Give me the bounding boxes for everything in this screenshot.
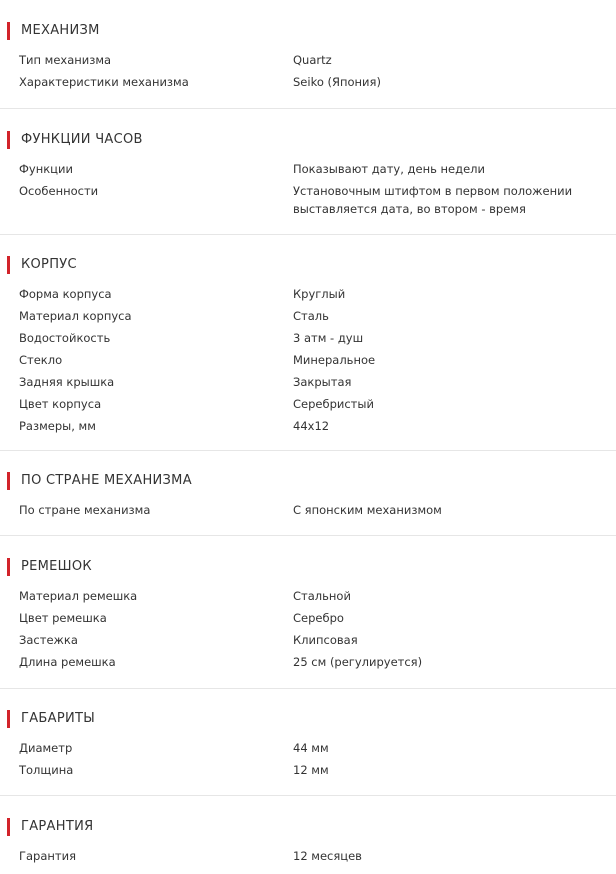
spec-value: Минеральное: [293, 353, 376, 367]
spec-row: [0, 609, 616, 631]
spec-row: [0, 182, 616, 222]
spec-row: [0, 847, 616, 869]
spec-value: Круглый: [293, 287, 346, 301]
spec-row: [0, 329, 616, 351]
spec-label: Гарантия: [19, 849, 77, 863]
spec-row: [0, 73, 616, 95]
spec-row: [0, 653, 616, 675]
section-title-text: РЕМЕШОК: [21, 559, 92, 574]
section-title: [21, 131, 616, 149]
spec-value: 12 месяцев: [293, 849, 362, 863]
spec-row: [0, 739, 616, 761]
section-title: [21, 256, 616, 274]
spec-value: Стальной: [293, 589, 351, 603]
section-title-text: ПО СТРАНЕ МЕХАНИЗМА: [21, 473, 192, 488]
spec-label: Тип механизма: [19, 53, 112, 67]
spec-label: Размеры, мм: [19, 419, 96, 433]
spec-value: 25 см (регулируется): [293, 655, 423, 669]
spec-label: Водостойкость: [19, 331, 111, 345]
spec-section: [0, 451, 616, 536]
section-title-text: ФУНКЦИИ ЧАСОВ: [21, 132, 143, 147]
spec-row: [0, 395, 616, 417]
spec-row: [0, 631, 616, 653]
spec-value: Закрытая: [293, 375, 352, 389]
section-title: [21, 22, 616, 40]
spec-row: [0, 761, 616, 783]
spec-row: [0, 587, 616, 609]
spec-row: [0, 160, 616, 182]
section-accent-bar: [7, 256, 10, 274]
spec-label: Характеристики механизма: [19, 75, 189, 89]
spec-value: 44х12: [293, 419, 330, 433]
section-accent-bar: [7, 131, 10, 149]
spec-value: Установочным штифтом в первом положении выставляется дата, во втором - время: [293, 184, 573, 216]
spec-label: Задняя крышка: [19, 375, 115, 389]
section-title-text: МЕХАНИЗМ: [21, 23, 100, 38]
spec-row: [0, 501, 616, 523]
spec-section: [0, 796, 616, 874]
spec-section: [0, 536, 616, 689]
spec-value: С японским механизмом: [293, 503, 442, 517]
spec-value: Seiko (Япония): [293, 75, 381, 89]
spec-value: 12 мм: [293, 763, 329, 777]
spec-value: 44 мм: [293, 741, 329, 755]
section-accent-bar: [7, 22, 10, 40]
section-title-text: ГАРАНТИЯ: [21, 819, 94, 834]
spec-value: Quartz: [293, 53, 332, 67]
spec-row: [0, 373, 616, 395]
spec-label: Длина ремешка: [19, 655, 116, 669]
spec-value: Серебро: [293, 611, 344, 625]
spec-label: Толщина: [19, 763, 74, 777]
spec-value: Серебристый: [293, 397, 374, 411]
section-title: [21, 472, 616, 490]
spec-label: Материал корпуса: [19, 309, 132, 323]
section-title: [21, 818, 616, 836]
spec-row: [0, 307, 616, 329]
section-accent-bar: [7, 818, 10, 836]
spec-row: [0, 351, 616, 373]
spec-label: Диаметр: [19, 741, 73, 755]
spec-label: Застежка: [19, 633, 78, 647]
section-title-text: КОРПУС: [21, 257, 77, 272]
spec-label: Цвет корпуса: [19, 397, 102, 411]
spec-row: [0, 417, 616, 439]
spec-value: Показывают дату, день недели: [293, 162, 485, 176]
section-title: [21, 558, 616, 576]
spec-value: Сталь: [293, 309, 329, 323]
spec-label: Материал ремешка: [19, 589, 138, 603]
section-title: [21, 710, 616, 728]
spec-section: [0, 689, 616, 796]
spec-row: [0, 285, 616, 307]
spec-label: Цвет ремешка: [19, 611, 107, 625]
spec-label: Функции: [19, 162, 73, 176]
spec-section: [0, 109, 616, 235]
spec-label: Стекло: [19, 353, 63, 367]
section-title-text: ГАБАРИТЫ: [21, 711, 96, 726]
spec-label: Особенности: [19, 184, 99, 198]
section-accent-bar: [7, 472, 10, 490]
spec-label: По стране механизма: [19, 503, 151, 517]
spec-value: Клипсовая: [293, 633, 358, 647]
section-accent-bar: [7, 558, 10, 576]
spec-value: 3 атм - душ: [293, 331, 364, 345]
spec-section: [0, 235, 616, 451]
spec-row: [0, 51, 616, 73]
section-accent-bar: [7, 710, 10, 728]
spec-label: Форма корпуса: [19, 287, 112, 301]
spec-section: [0, 0, 616, 109]
